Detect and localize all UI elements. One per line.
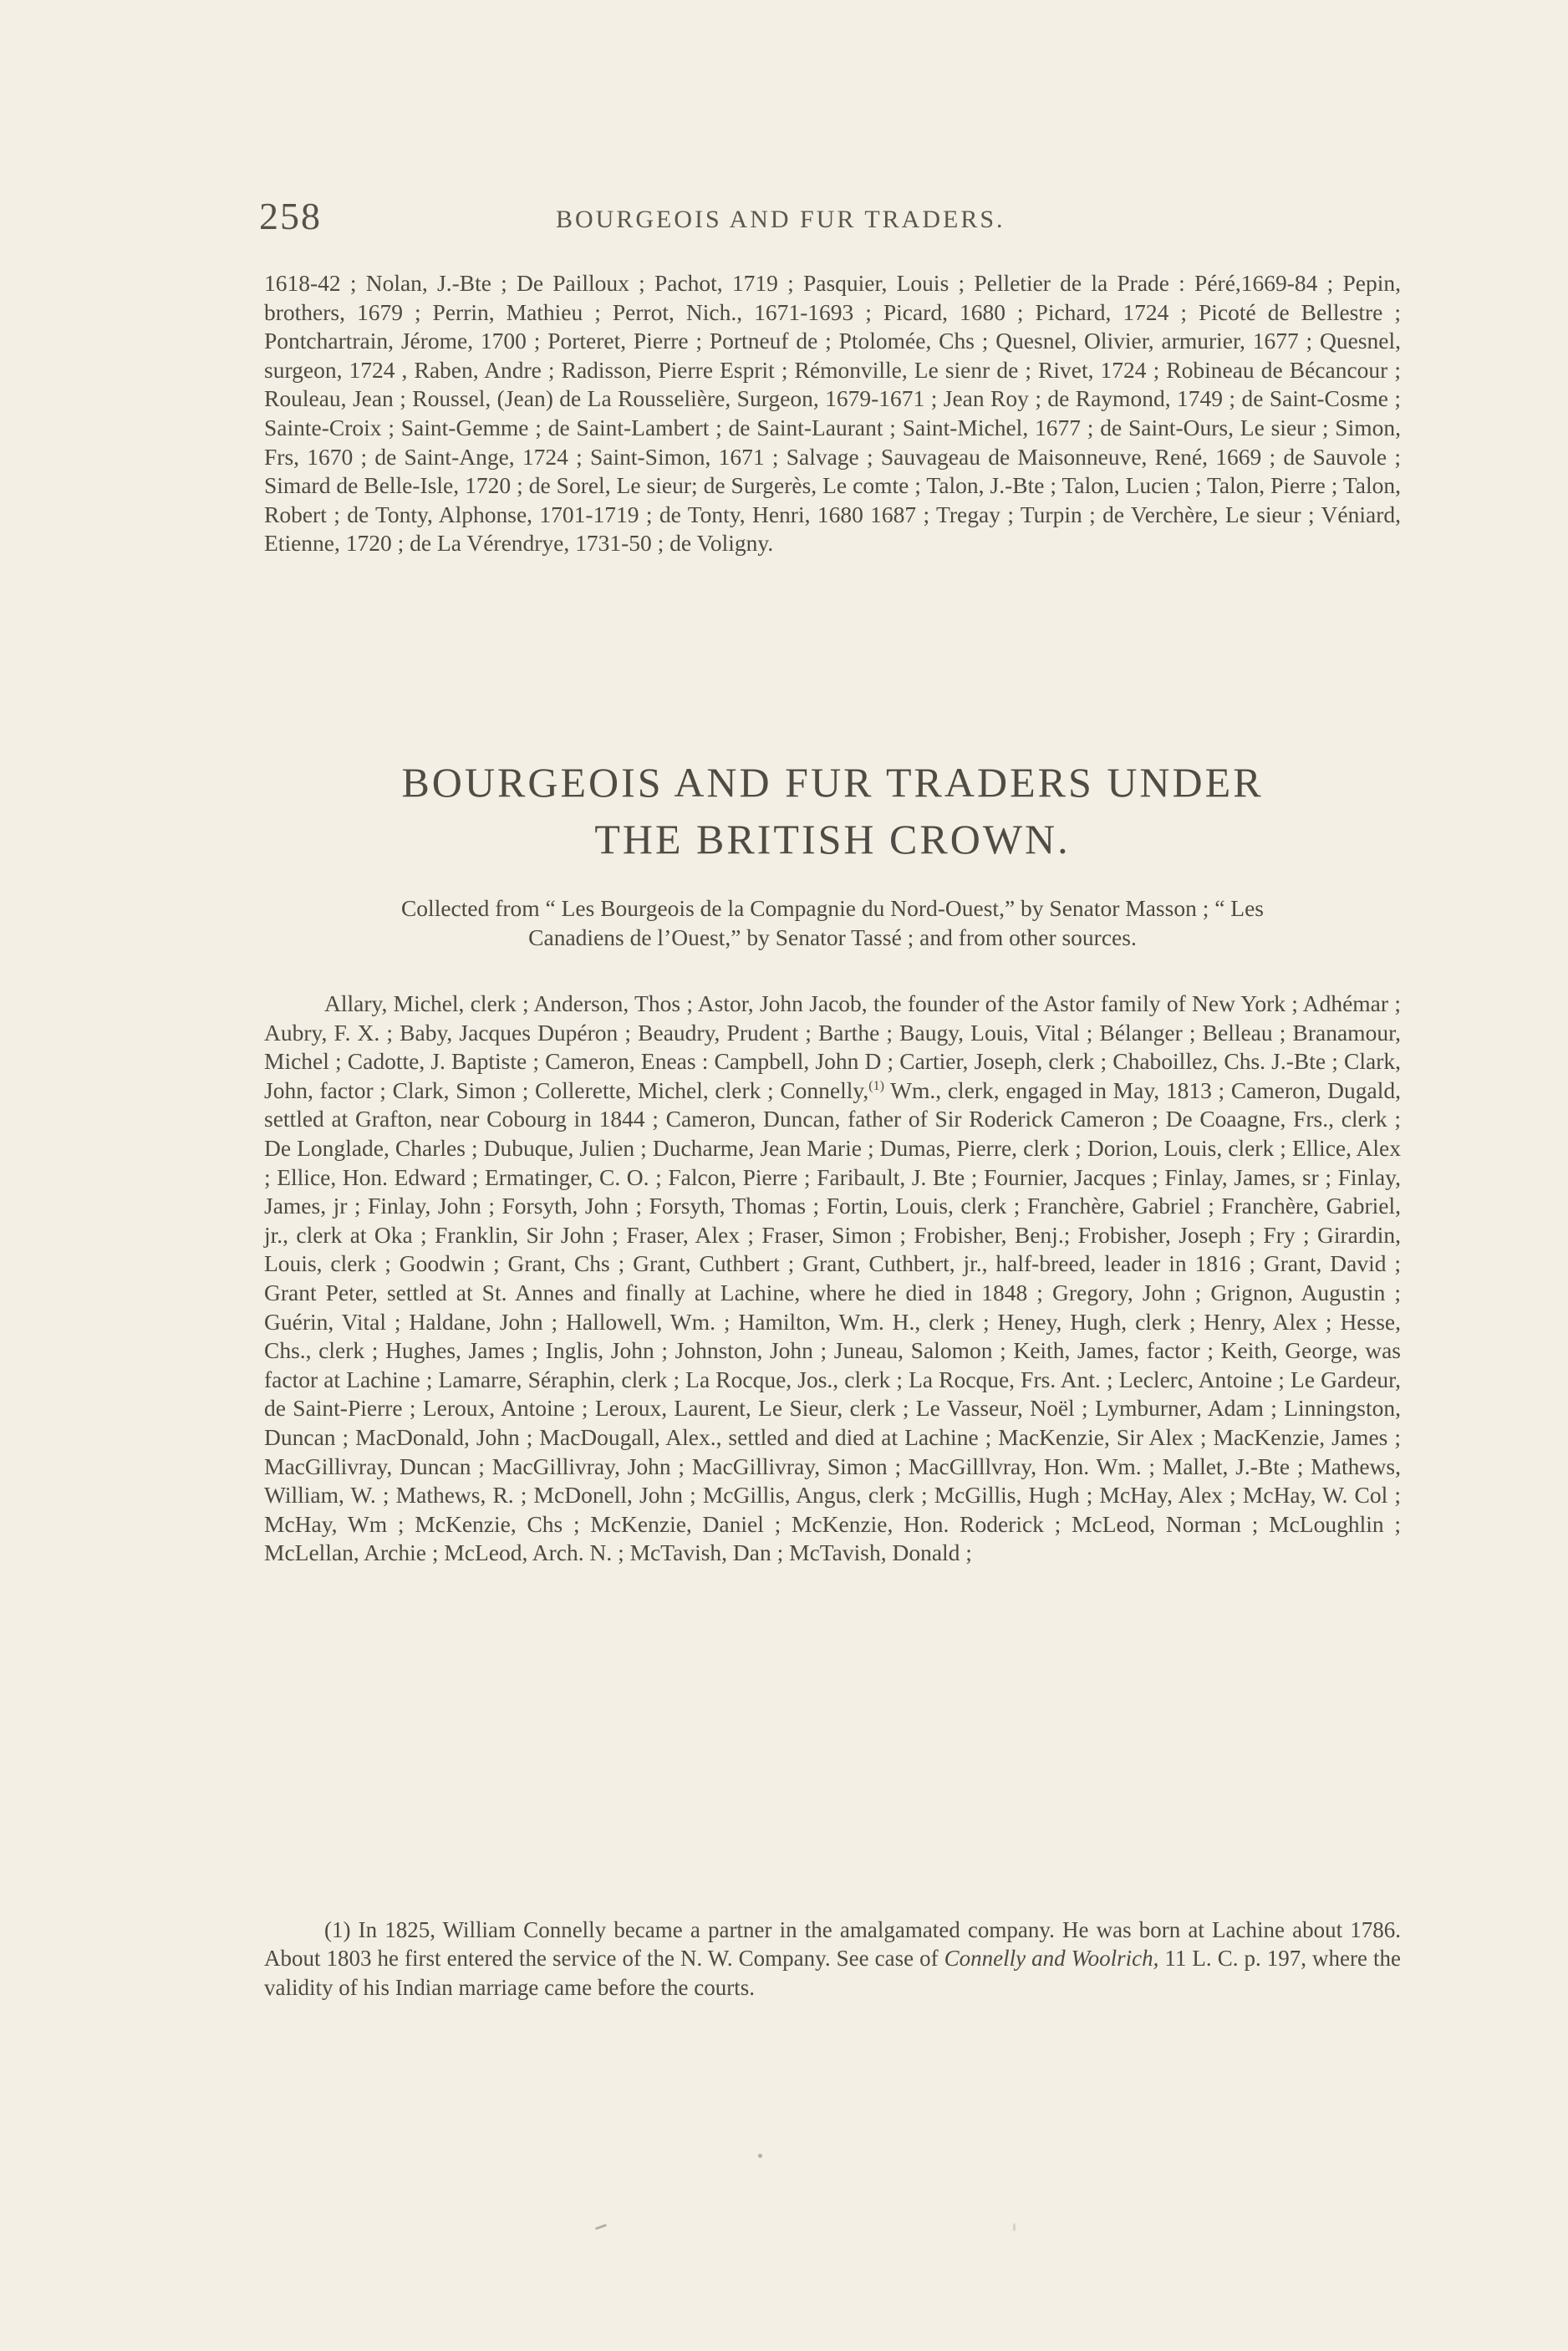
section-heading <box>264 754 1401 868</box>
footnote-reference: (1) <box>868 1078 884 1093</box>
section-heading-line-2: THE BRITISH CROWN. <box>594 816 1071 863</box>
continued-name-list: 1618-42 ; Nolan, J.-Bte ; De Pailloux ; Pachot, 1719 ; Pasquier, Louis ; Pelletier de la Prade : Péré,1669-84 ; Pepin, brothers, 1679 ; Perrin, Mathieu ; Perrot, Nich., 1671-1693 ; Picard, 1680 ; Pichard, 1724 ; Picoté de Bellestre ; Pontchartrain, Jérome, 1700 ; Porteret, Pierre ; Portneuf de ; Ptolomée, Chs ; Quesnel, Olivier, armurier, 1677 ; Quesnel, surgeon, 1724 , Raben, Andre ; Radisson, Pierre Esprit ; Rémonville, Le sienr de ; Rivet, 1724 ; Robineau de Bécancour ; Rouleau, Jean ; Roussel, (Jean) de La Rousselière, Surgeon, 1679-1671 ; Jean Roy ; de Raymond, 1749 ; de Saint-Cosme ; Sainte-Croix ; Saint-Gemme ; de Saint-Lambert ; de Saint-Laurant ; Saint-Michel, 1677 ; de Saint-Ours, Le sieur ; Simon, Frs, 1670 ; de Saint-Ange, 1724 ; Saint-Simon, 1671 ; Salvage ; Sauvageau de Maisonneuve, René, 1669 ; de Sauvole ; Simard de Belle-Isle, 1720 ; de Sorel, Le sieur; de Surgerès, Le comte ; Talon, J.-Bte ; Talon, Lucien ; Talon, Pierre ; Talon, Robert ; de Tonty, Alphonse, 1701-1719 ; de Tonty, Henri, 1680 1687 ; Tregay ; Turpin ; de Verchère, Le sieur ; Véniard, Etienne, 1720 ; de La Vérendrye, 1731-50 ; de Voligny. <box>264 270 1401 557</box>
sources-note-line-1: Collected from “ Les Bourgeois de la Compagnie du Nord-Ouest,” by Senator Masson ; “ Les <box>400 895 1265 921</box>
section-heading-line-1: BOURGEOIS AND FUR TRADERS UNDER <box>401 759 1264 806</box>
paper-speck <box>1013 2223 1016 2231</box>
paper-speck <box>595 2224 607 2231</box>
page-number: 258 <box>259 195 322 237</box>
name-list-part-2: Wm., clerk, engaged in May, 1813 ; Cameron, Dugald, settled at Grafton, near Cobourg in 1844 ; Cameron, Duncan, father of Sir Roderick Cameron ; De Coaagne, Frs., clerk ; De Longlade, Charles ; Dubuque, Julien ; Ducharme, Jean Marie ; Dumas, Pierre, clerk ; Dorion, Louis, clerk ; Ellice, Alex ; Ellice, Hon. Edward ; Ermatinger, C. O. ; Falcon, Pierre ; Faribault, J. Bte ; Fournier, Jacques ; Finlay, James, sr ; Finlay, James, jr ; Finlay, John ; Forsyth, John ; Forsyth, Thomas ; Fortin, Louis, clerk ; Franchère, Gabriel ; Franchère, Gabriel, jr., clerk at Oka ; Franklin, Sir John ; Fraser, Alex ; Fraser, Simon ; Frobisher, Benj.; Frobisher, Joseph ; Fry ; Girardin, Louis, clerk ; Goodwin ; Grant, Chs ; Grant, Cuthbert ; Grant, Cuthbert, jr., half-breed, leader in 1816 ; Grant, David ; Grant Peter, settled at St. Annes and finally at Lachine, where he died in 1848 ; Gregory, John ; Grignon, Augustin ; Guérin, Vital ; Haldane, John ; Hallowell, Wm. ; Hamilton, Wm. H., clerk ; Heney, Hugh, clerk ; Henry, Alex ; Hesse, Chs., clerk ; Hughes, James ; Inglis, John ; Johnston, John ; Juneau, Salomon ; Keith, James, factor ; Keith, George, was factor at Lachine ; Lamarre, Séraphin, clerk ; La Rocque, Jos., clerk ; La Rocque, Frs. Ant. ; Leclerc, Antoine ; Le Gardeur, de Saint-Pierre ; Leroux, Antoine ; Leroux, Laurent, Le Sieur, clerk ; Le Vasseur, Noël ; Lymburner, Adam ; Linningston, Duncan ; MacDonald, John ; MacDougall, Alex., settled and died at Lachine ; MacKenzie, Sir Alex ; MacKenzie, James ; MacGillivray, Duncan ; MacGillivray, John ; MacGillivray, Simon ; MacGilllvray, Hon. Wm. ; Mallet, J.-Bte ; Mathews, William, W. ; Mathews, R. ; McDonell, John ; McGillis, Angus, clerk ; McGillis, Hugh ; McHay, Alex ; McHay, W. Col ; McHay, Wm ; McKenzie, Chs ; McKenzie, Daniel ; McKenzie, Hon. Roderick ; McLeod, Norman ; McLoughlin ; McLellan, Archie ; McLeod, Arch. N. ; McTavish, Dan ; McTavish, Donald ; <box>264 1076 1401 1566</box>
footnote-text-1: (1) In 1825, William Connelly became a partner in the amalgamated company. He was born at Lachine about 1786. About 1803 he first entered the service of the N. W. Company. See case of <box>264 1917 1401 1972</box>
footnote-text-2: 11 L. C. p. 197, where the validity of his Indian marriage came before the courts. <box>264 1946 1401 2000</box>
footnote <box>264 1916 1401 2002</box>
footnote-case-name: Connelly and Woolrich, <box>944 1946 1159 1972</box>
sources-note <box>264 894 1401 952</box>
name-list-part-1: Allary, Michel, clerk ; Anderson, Thos ; Astor, John Jacob, the founder of the Astor family of New York ; Adhémar ; Aubry, F. X. ; Baby, Jacques Dupéron ; Beaudry, Prudent ; Barthe ; Baugy, Louis, Vital ; Bélanger ; Belleau ; Branamour, Michel ; Cadotte, J. Baptiste ; Cameron, Eneas : Campbell, John D ; Cartier, Joseph, clerk ; Chaboillez, Chs. J.-Bte ; Clark, John, factor ; Clark, Simon ; Collerette, Michel, clerk ; Connelly, <box>264 990 1401 1103</box>
british-crown-name-list <box>264 990 1401 1568</box>
page-header <box>259 194 1421 244</box>
paper-speck <box>758 2154 762 2158</box>
running-head: BOURGEOIS AND FUR TRADERS. <box>556 206 1005 233</box>
sources-note-line-2: Canadiens de l’Ouest,” by Senator Tassé ; and from other sources. <box>528 924 1137 950</box>
